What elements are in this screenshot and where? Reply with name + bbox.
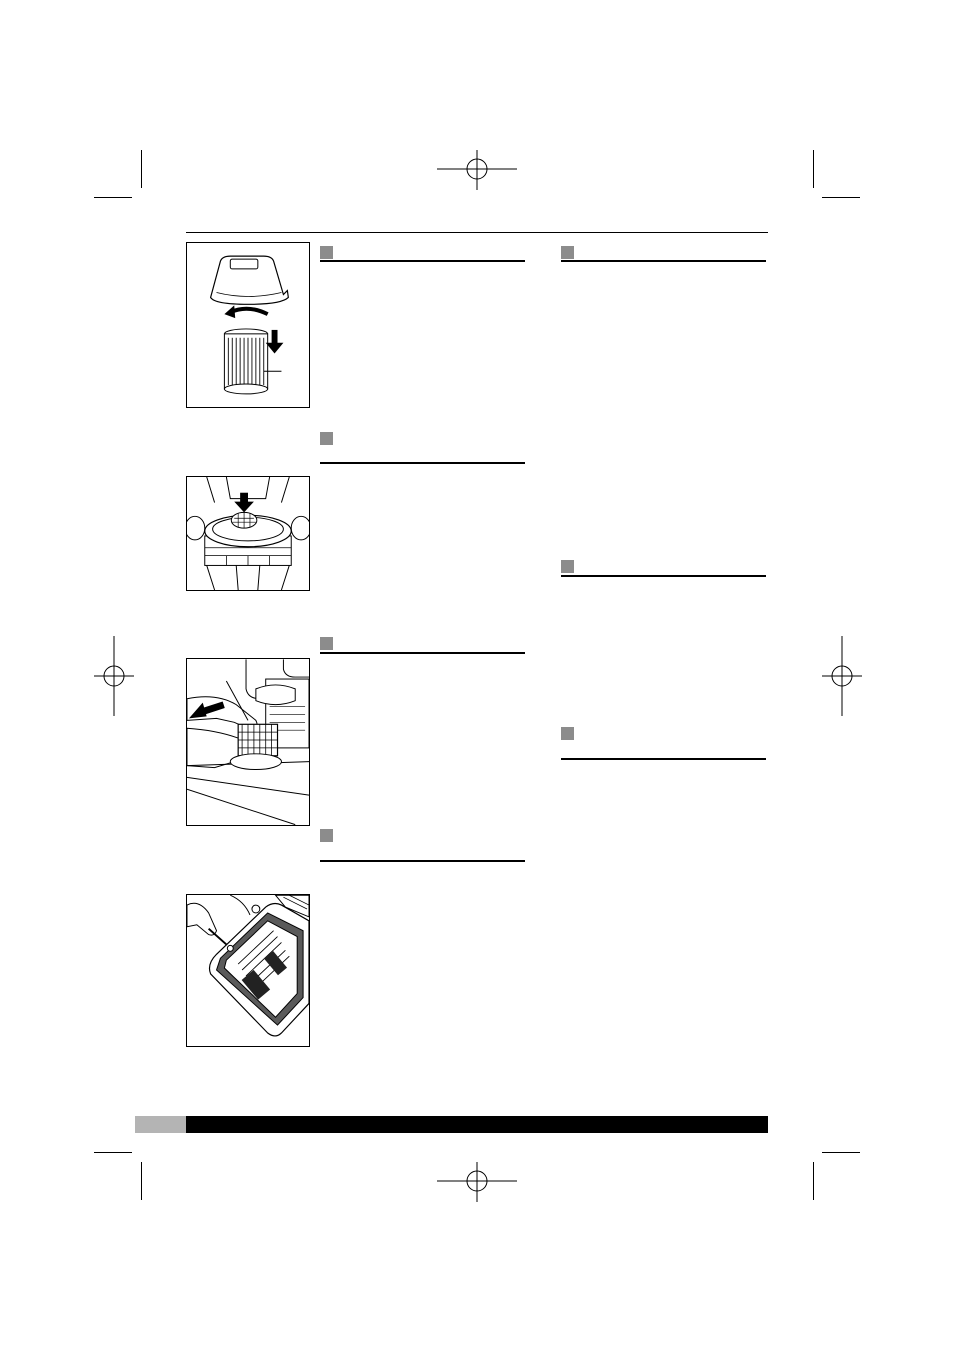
exhaust-filter-figure [186, 658, 310, 826]
section-header [320, 637, 525, 655]
cylinder-filter-icon [187, 243, 309, 407]
crop-mark [813, 150, 814, 188]
section-marker [561, 727, 574, 740]
section-header [561, 246, 766, 264]
section-header [320, 829, 525, 865]
header-rule [186, 232, 768, 233]
footer-page-tab [135, 1116, 186, 1133]
registration-mark-icon [822, 636, 862, 716]
section-rule [320, 462, 525, 464]
registration-mark-icon [94, 636, 134, 716]
brushbar-figure [186, 894, 310, 1047]
crop-mark [822, 197, 860, 198]
section-marker [320, 432, 333, 445]
section-rule [561, 758, 766, 760]
pre-motor-filter-icon [187, 477, 309, 590]
registration-mark-icon [437, 1162, 517, 1202]
brushbar-icon [187, 895, 309, 1046]
crop-mark [94, 1152, 132, 1153]
crop-mark [822, 1152, 860, 1153]
registration-mark-icon [437, 150, 517, 190]
section-marker [320, 829, 333, 842]
section-header [561, 560, 766, 578]
crop-mark [141, 1162, 142, 1200]
section-rule [320, 860, 525, 862]
section-rule [320, 652, 525, 654]
section-marker [561, 560, 574, 573]
section-header [561, 727, 766, 763]
section-rule [320, 260, 525, 262]
filter-insert-figure [186, 476, 310, 591]
section-marker [320, 246, 333, 259]
section-marker [561, 246, 574, 259]
crop-mark [141, 150, 142, 188]
filter-removal-figure [186, 242, 310, 408]
section-marker [320, 637, 333, 650]
section-header [320, 432, 525, 468]
exhaust-filter-icon [187, 659, 309, 825]
footer-bar [186, 1116, 768, 1133]
section-rule [561, 575, 766, 577]
crop-mark [94, 197, 132, 198]
section-header [320, 246, 525, 264]
section-rule [561, 260, 766, 262]
crop-mark [813, 1162, 814, 1200]
